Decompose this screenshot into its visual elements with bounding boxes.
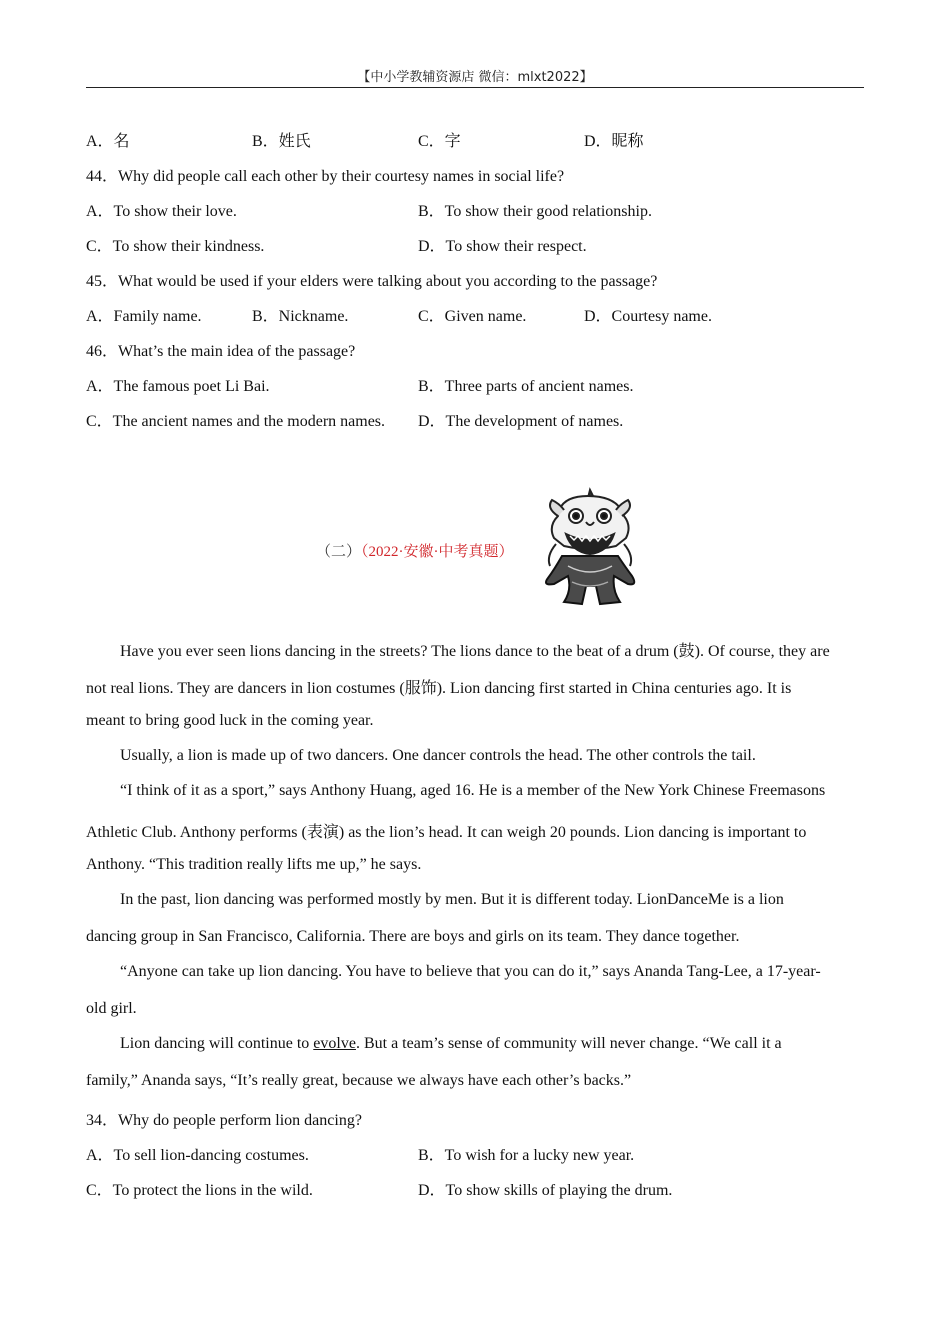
q46-option-b: B．Three parts of ancient names. bbox=[418, 378, 634, 395]
underlined-word-evolve: evolve bbox=[313, 1035, 356, 1052]
q45-option-b: B．Nickname. bbox=[252, 308, 349, 325]
q43-option-d: D．昵称 bbox=[584, 133, 644, 150]
q44-option-d: D．To show their respect. bbox=[418, 238, 587, 255]
q34-option-b: B．To wish for a lucky new year. bbox=[418, 1147, 635, 1164]
q45-option-c: C．Given name. bbox=[418, 308, 527, 325]
q44-question: 44．Why did people call each other by their courtesy names in social life? bbox=[86, 168, 565, 185]
passage-line: old girl. bbox=[86, 1000, 137, 1017]
q43-option-b: B．姓氏 bbox=[252, 133, 311, 150]
passage-line: meant to bring good luck in the coming year. bbox=[86, 712, 374, 729]
q34-option-d: D．To show skills of playing the drum. bbox=[418, 1182, 673, 1199]
q34-option-c: C．To protect the lions in the wild. bbox=[86, 1182, 313, 1199]
page-header: 【中小学教辅资源店 微信：mlxt2022】 bbox=[357, 70, 593, 85]
passage-line: family,” Ananda says, “It’s really great, because we always have each other’s backs.” bbox=[86, 1072, 632, 1089]
passage-line: Athletic Club. Anthony performs (表演) as the lion’s head. It can weigh 20 pounds. Lion dancing is important to bbox=[86, 824, 807, 841]
passage-line: In the past, lion dancing was performed mostly by men. But it is different today. LionDanceMe is a lion bbox=[120, 891, 784, 908]
q45-option-d: D．Courtesy name. bbox=[584, 308, 712, 325]
q46-option-c: C．The ancient names and the modern names. bbox=[86, 413, 386, 430]
passage-line: “I think of it as a sport,” says Anthony Huang, aged 16. He is a member of the New York Chinese Freemasons bbox=[120, 782, 826, 799]
passage-line: Anthony. “This tradition really lifts me up,” he says. bbox=[86, 856, 422, 873]
section-heading bbox=[316, 540, 514, 561]
passage-line bbox=[86, 1035, 898, 1053]
section-source: （2022·安徽·中考真题） bbox=[361, 544, 514, 560]
passage-line: not real lions. They are dancers in lion costumes (服饰). Lion dancing first started in China centuries ago. It is bbox=[86, 680, 792, 697]
passage-text: . But a team’s sense of community will never change. “We call it a bbox=[355, 1035, 782, 1052]
q46-option-d: D．The development of names. bbox=[418, 413, 624, 430]
passage-line: Usually, a lion is made up of two dancers. One dancer controls the head. The other controls the tail. bbox=[120, 747, 756, 764]
passage-line: dancing group in San Francisco, California. There are boys and girls on its team. They dance together. bbox=[86, 928, 740, 945]
q43-option-a: A．名 bbox=[86, 133, 130, 150]
q45-option-a: A．Family name. bbox=[86, 308, 202, 325]
q44-option-c: C．To show their kindness. bbox=[86, 238, 265, 255]
section-number: （二） bbox=[316, 544, 362, 560]
lion-dance-illustration bbox=[538, 486, 640, 610]
q34-option-a: A．To sell lion-dancing costumes. bbox=[86, 1147, 309, 1164]
q45-question: 45．What would be used if your elders were talking about you according to the passage? bbox=[86, 273, 658, 290]
q46-option-a: A．The famous poet Li Bai. bbox=[86, 378, 270, 395]
q44-option-b: B．To show their good relationship. bbox=[418, 203, 652, 220]
q43-option-c: C．字 bbox=[418, 133, 461, 150]
passage-line: Have you ever seen lions dancing in the streets? The lions dance to the beat of a drum (鼓). Of course, they are bbox=[120, 643, 830, 660]
passage-text: Lion dancing will continue to bbox=[120, 1035, 314, 1052]
q44-option-a: A．To show their love. bbox=[86, 203, 237, 220]
passage-line: “Anyone can take up lion dancing. You have to believe that you can do it,” says Ananda Tang-Lee, a 17-year- bbox=[120, 963, 821, 980]
q34-question: 34．Why do people perform lion dancing? bbox=[86, 1112, 362, 1129]
q46-question: 46．What’s the main idea of the passage? bbox=[86, 343, 356, 360]
header-rule bbox=[86, 87, 864, 88]
